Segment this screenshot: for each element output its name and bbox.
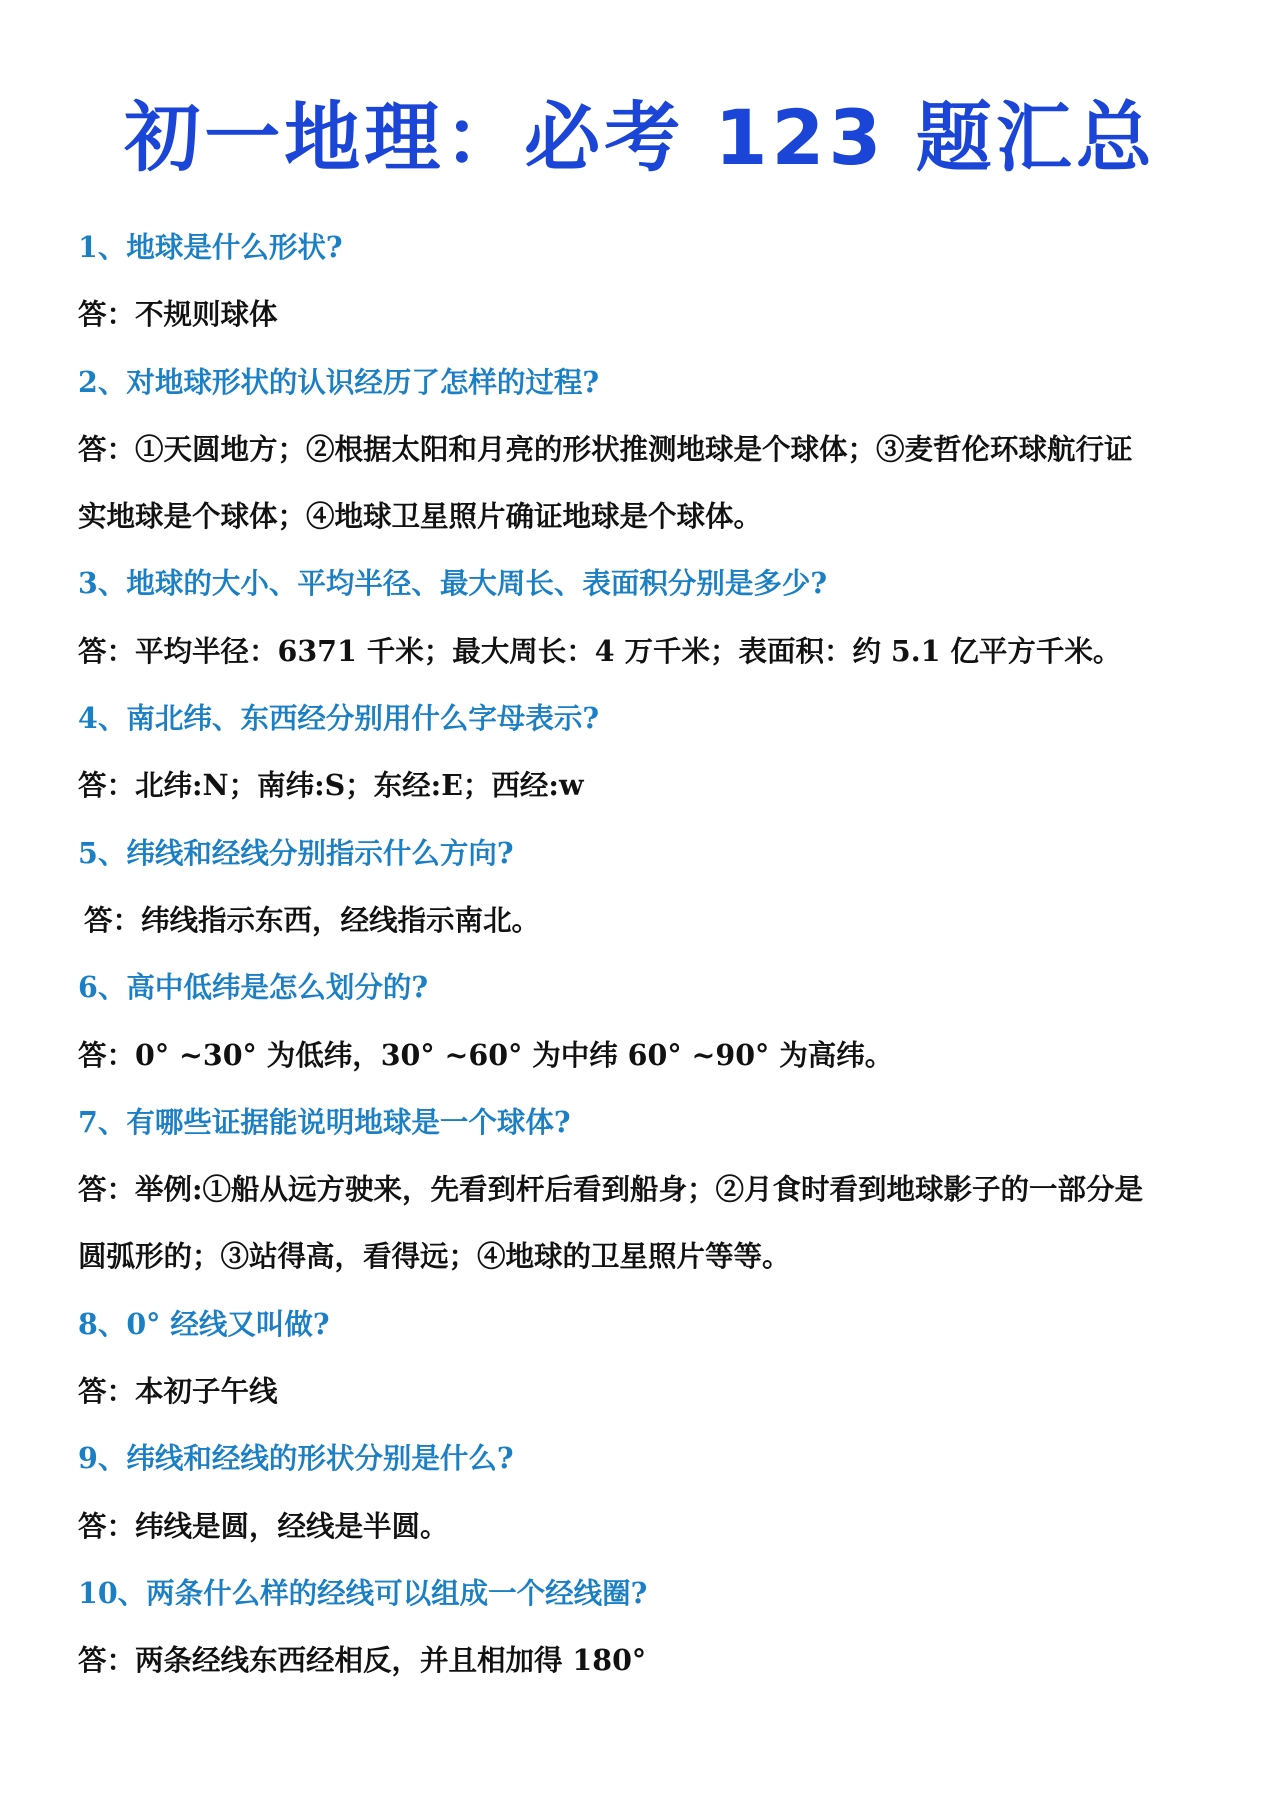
- answer-2-line-2: 实地球是个球体；④地球卫星照片确证地球是个球体。: [78, 499, 763, 534]
- answer-7-line-2: 圆弧形的；③站得高，看得远；④地球的卫星照片等等。: [78, 1239, 791, 1274]
- answer-8: 答：本初子午线: [78, 1374, 278, 1409]
- question-4: 4、南北纬、东西经分别用什么字母表示?: [78, 701, 600, 736]
- question-3: 3、地球的大小、平均半径、最大周长、表面积分别是多少?: [78, 566, 828, 601]
- question-9: 9、纬线和经线的形状分别是什么?: [78, 1441, 514, 1476]
- page-title: 初一地理：必考 123 题汇总: [124, 93, 1156, 182]
- answer-5: 答：纬线指示东西，经线指示南北。: [84, 902, 541, 937]
- answer-3: 答：平均半径：6371 千米；最大周长：4 万千米；表面积：约 5.1 亿平方千米。: [78, 633, 1122, 668]
- answer-1: 答：不规则球体: [78, 297, 278, 332]
- question-1: 1、地球是什么形状?: [78, 230, 343, 264]
- question-5: 5、纬线和经线分别指示什么方向?: [78, 835, 514, 870]
- question-10: 10、两条什么样的经线可以组成一个经线圈?: [78, 1575, 648, 1610]
- question-2: 2、对地球形状的认识经历了怎样的过程?: [78, 364, 600, 399]
- answer-10: 答：两条经线东西经相反，并且相加得 180°: [78, 1643, 647, 1678]
- question-7: 7、有哪些证据能说明地球是一个球体?: [78, 1104, 571, 1139]
- qa-list: [78, 214, 1228, 1695]
- answer-7-line-1: 答：举例:①船从远方驶来，先看到杆后看到船身；②月食时看到地球影子的一部分是: [78, 1172, 1144, 1207]
- answer-6: 答：0° ~30° 为低纬，30° ~60° 为中纬 60° ~90° 为高纬。: [78, 1037, 894, 1072]
- answer-9: 答：纬线是圆，经线是半圆。: [78, 1508, 449, 1543]
- answer-2-line-1: 答：①天圆地方；②根据太阳和月亮的形状推测地球是个球体；③麦哲伦环球航行证: [78, 431, 1133, 466]
- question-6: 6、高中低纬是怎么划分的?: [78, 970, 429, 1005]
- answer-4: 答：北纬:N；南纬:S；东经:E；西经:w: [78, 768, 584, 803]
- question-8: 8、0° 经线又叫做?: [78, 1306, 330, 1341]
